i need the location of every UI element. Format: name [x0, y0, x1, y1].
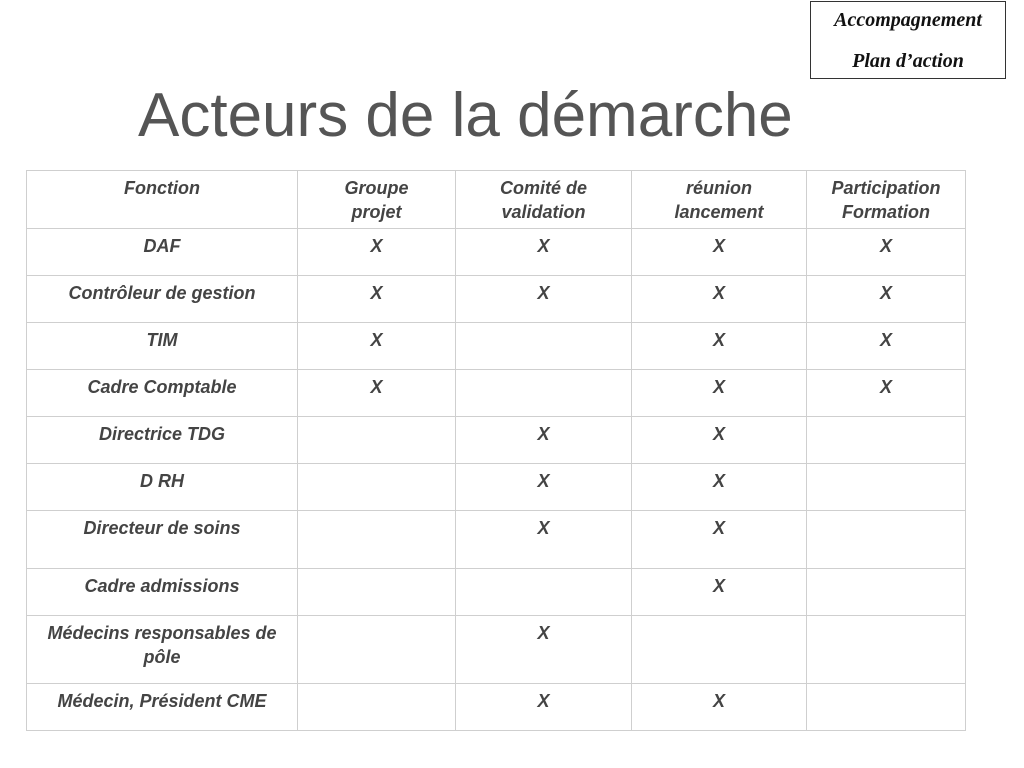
cell-participation-formation: X	[807, 229, 966, 276]
cell-participation-formation	[807, 569, 966, 616]
badge-line-1: Accompagnement	[834, 9, 982, 31]
cell-fonction: Cadre admissions	[27, 569, 298, 616]
cell-groupe-projet	[298, 569, 456, 616]
cell-comite-validation: X	[456, 684, 632, 731]
cell-groupe-projet	[298, 464, 456, 511]
cell-groupe-projet: X	[298, 323, 456, 370]
cell-reunion-lancement: X	[632, 370, 807, 417]
cell-groupe-projet	[298, 417, 456, 464]
header-fonction: Fonction	[27, 171, 298, 229]
cell-reunion-lancement: X	[632, 464, 807, 511]
cell-participation-formation	[807, 684, 966, 731]
cell-fonction: Contrôleur de gestion	[27, 276, 298, 323]
table-row	[27, 417, 966, 464]
cell-fonction: Cadre Comptable	[27, 370, 298, 417]
cell-comite-validation: X	[456, 464, 632, 511]
cell-participation-formation	[807, 511, 966, 569]
cell-fonction: Directrice TDG	[27, 417, 298, 464]
table-row	[27, 370, 966, 417]
cell-reunion-lancement: X	[632, 417, 807, 464]
table-row	[27, 276, 966, 323]
table-row	[27, 569, 966, 616]
table-row	[27, 684, 966, 731]
cell-groupe-projet: X	[298, 229, 456, 276]
cell-comite-validation: X	[456, 616, 632, 684]
cell-groupe-projet	[298, 511, 456, 569]
cell-fonction: Médecin, Président CME	[27, 684, 298, 731]
cell-fonction: TIM	[27, 323, 298, 370]
cell-reunion-lancement	[632, 616, 807, 684]
header-groupe-projet	[298, 171, 456, 229]
cell-comite-validation: X	[456, 276, 632, 323]
header-comite-validation-text: Comité de validation	[499, 178, 587, 222]
table-row	[27, 229, 966, 276]
cell-participation-formation: X	[807, 323, 966, 370]
cell-groupe-projet: X	[298, 276, 456, 323]
cell-comite-validation: X	[456, 511, 632, 569]
table-row	[27, 511, 966, 569]
header-participation-formation: Participation Formation	[807, 171, 966, 229]
cell-groupe-projet	[298, 684, 456, 731]
cell-reunion-lancement: X	[632, 684, 807, 731]
cell-participation-formation	[807, 417, 966, 464]
cell-groupe-projet	[298, 616, 456, 684]
cell-reunion-lancement: X	[632, 276, 807, 323]
header-reunion-lancement-text: réunion lancement	[674, 178, 764, 222]
cell-comite-validation	[456, 323, 632, 370]
cell-participation-formation: X	[807, 276, 966, 323]
table-row	[27, 464, 966, 511]
slide-title: Acteurs de la démarche	[138, 81, 793, 150]
cell-participation-formation	[807, 616, 966, 684]
cell-comite-validation	[456, 370, 632, 417]
accompagnement-badge	[810, 1, 1006, 79]
badge-line-2: Plan d’action	[852, 50, 964, 72]
cell-comite-validation: X	[456, 417, 632, 464]
cell-comite-validation	[456, 569, 632, 616]
cell-reunion-lancement: X	[632, 511, 807, 569]
cell-fonction: D RH	[27, 464, 298, 511]
cell-reunion-lancement: X	[632, 229, 807, 276]
cell-groupe-projet: X	[298, 370, 456, 417]
header-comite-validation	[456, 171, 632, 229]
table-row	[27, 616, 966, 684]
cell-participation-formation: X	[807, 370, 966, 417]
table-row	[27, 323, 966, 370]
cell-reunion-lancement: X	[632, 323, 807, 370]
cell-fonction: Médecins responsables de pôle	[27, 616, 298, 684]
cell-comite-validation: X	[456, 229, 632, 276]
header-groupe-projet-text: Groupe projet	[344, 178, 409, 222]
cell-fonction: Directeur de soins	[27, 511, 298, 569]
acteurs-table	[26, 170, 966, 731]
cell-fonction: DAF	[27, 229, 298, 276]
cell-participation-formation	[807, 464, 966, 511]
header-reunion-lancement	[632, 171, 807, 229]
cell-reunion-lancement: X	[632, 569, 807, 616]
table-header-row	[27, 171, 966, 229]
